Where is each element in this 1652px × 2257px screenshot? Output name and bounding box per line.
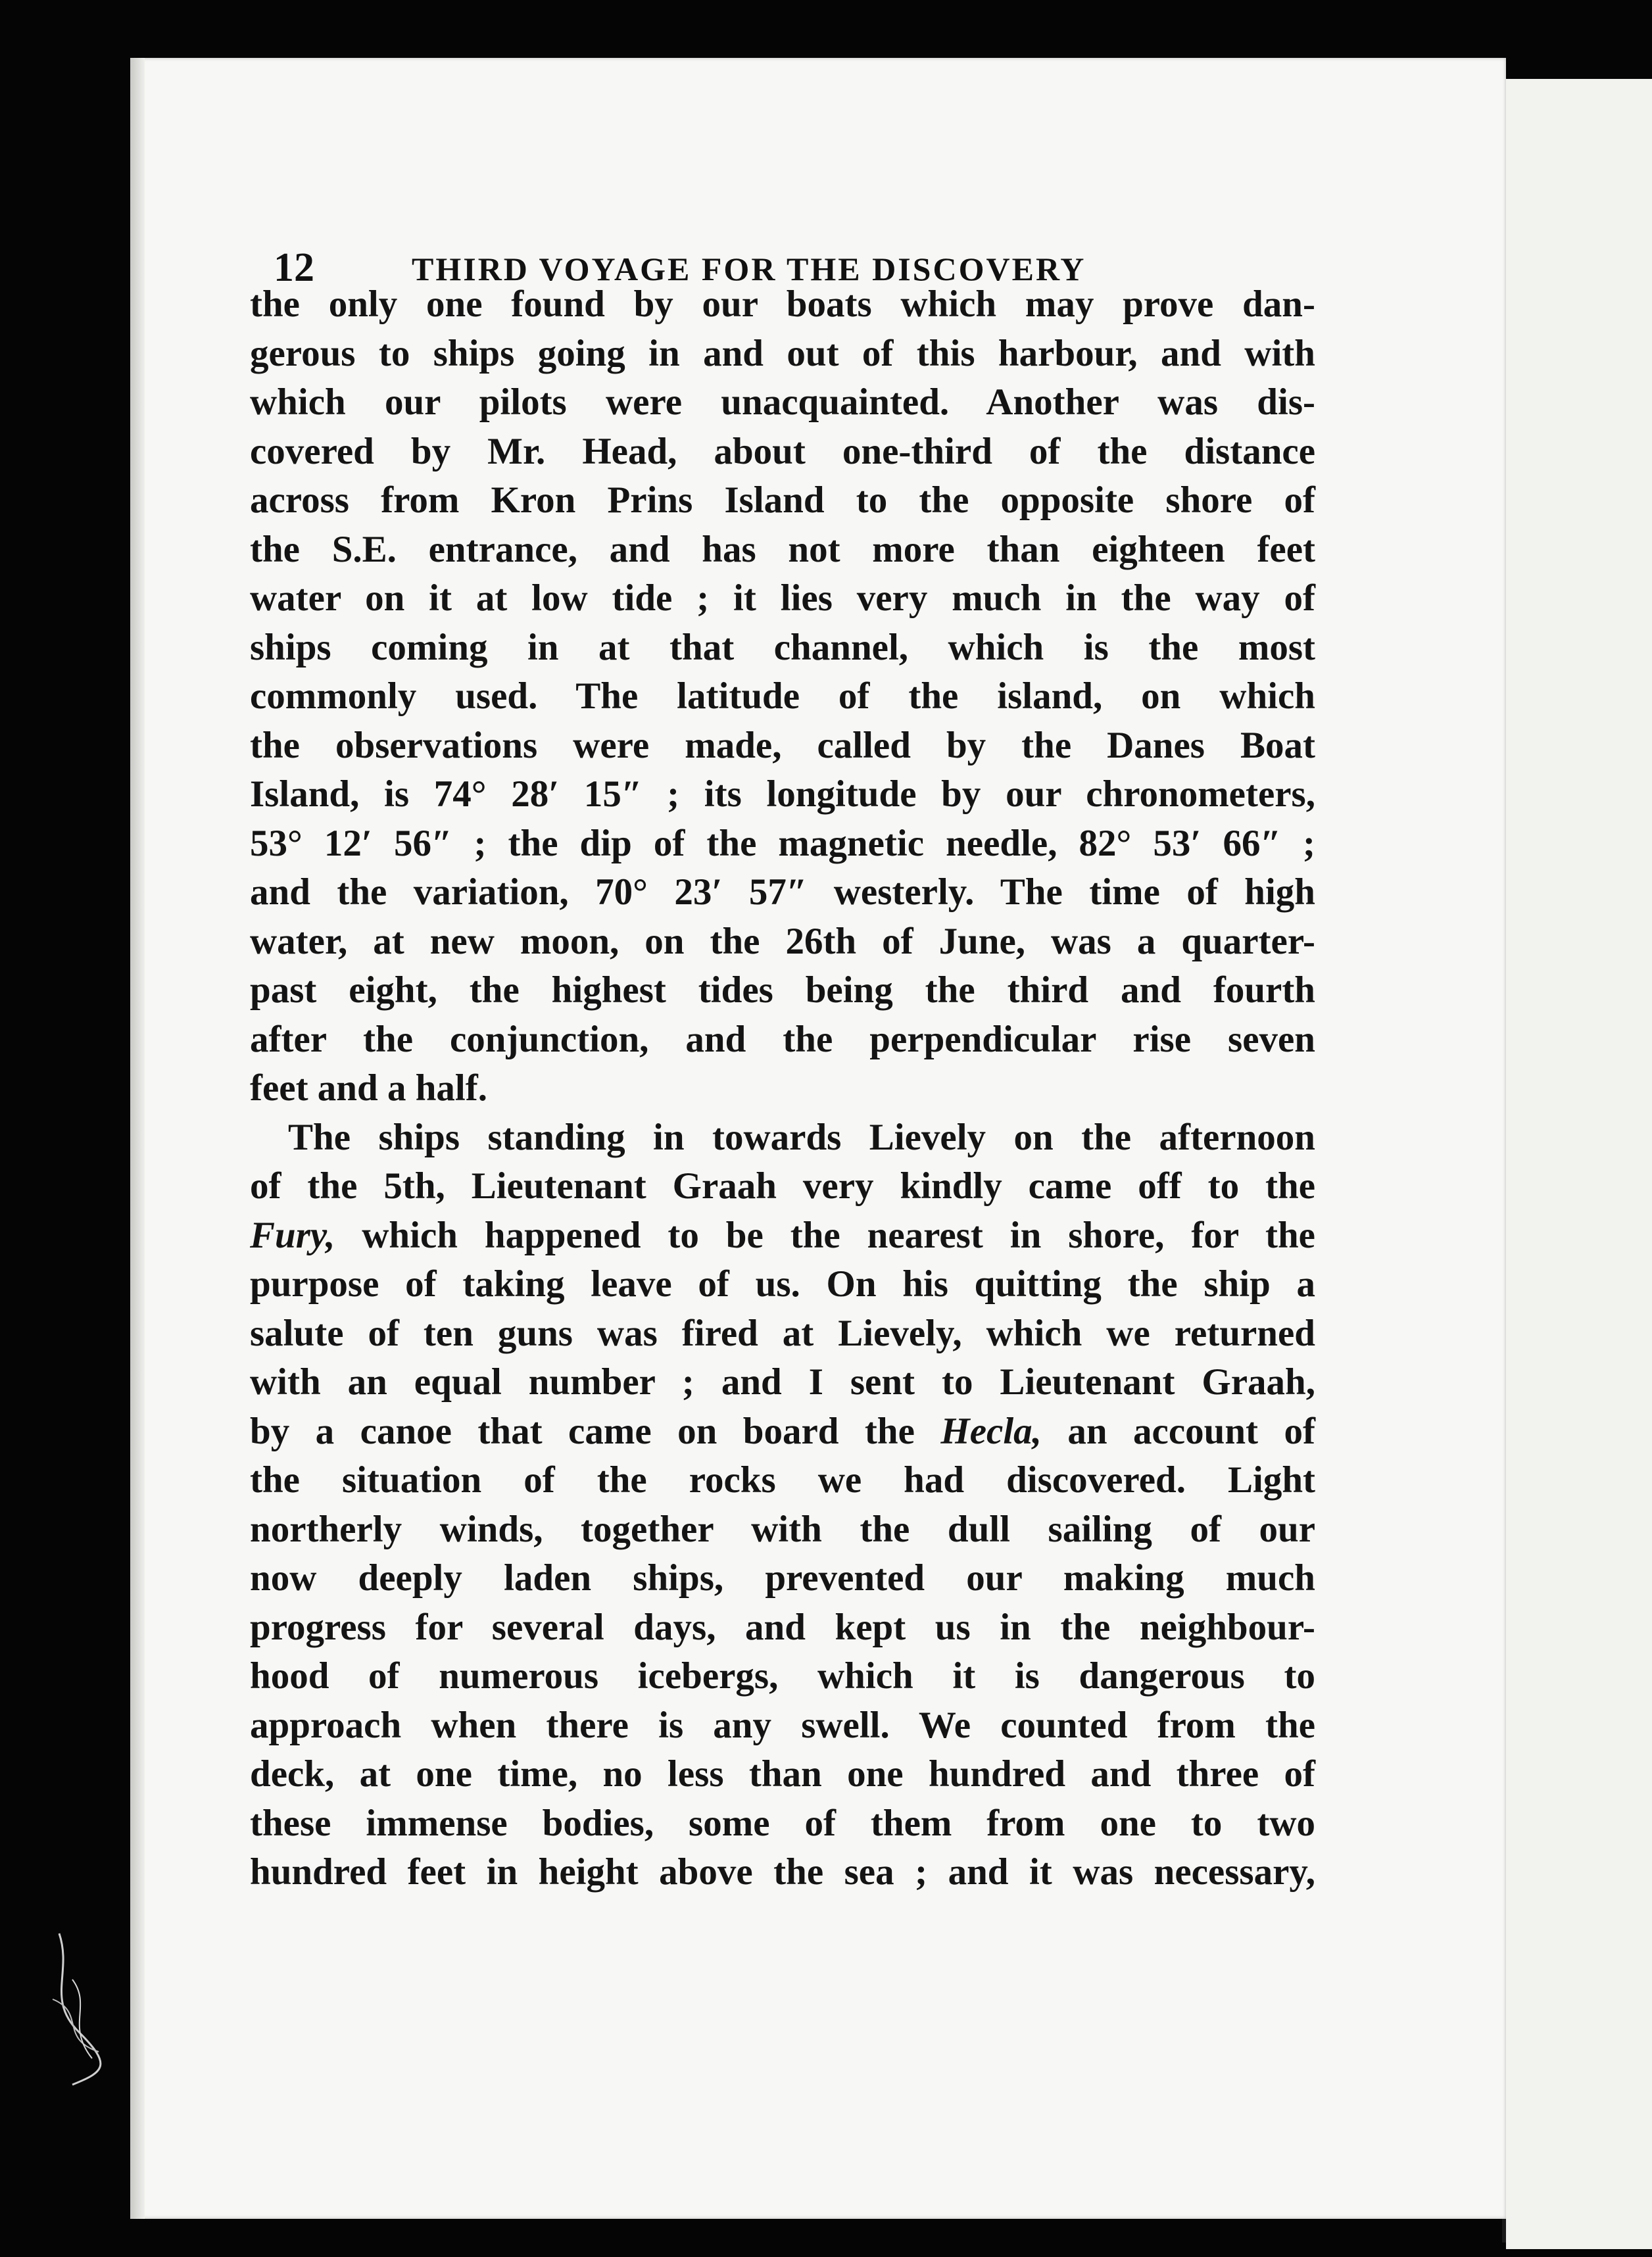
text-line: the only one found by our boats which may prove dan-: [250, 283, 1315, 325]
text-line: hundred feet in height above the sea ; and it was necessary,: [250, 1851, 1315, 1893]
page-gutter-shadow: [130, 58, 145, 2219]
text-line: water, at new moon, on the 26th of June, was a quarter-: [250, 920, 1315, 962]
text-line: which our pilots were unacquainted. Another was dis-: [250, 381, 1315, 423]
text-line: now deeply laden ships, prevented our making much: [250, 1557, 1315, 1599]
text-line: covered by Mr. Head, about one-third of the distance: [250, 430, 1315, 472]
text-fragment: an account of: [1041, 1410, 1315, 1452]
text-line: [250, 1407, 1315, 1457]
text-line: salute of ten guns was fired at Lievely, which we returned: [250, 1312, 1315, 1354]
text-line: approach when there is any swell. We counted from the: [250, 1704, 1315, 1746]
text-line: Island, is 74° 28′ 15″ ; its longitude by our chronometers,: [250, 773, 1315, 815]
binding-thread-icon: [33, 1920, 132, 2091]
text-line: commonly used. The latitude of the island, on which: [250, 675, 1315, 717]
text-line: water on it at low tide ; it lies very much in the way of: [250, 577, 1315, 619]
text-line: gerous to ships going in and out of this harbour, and with: [250, 332, 1315, 374]
text-fragment: which happened to be the nearest in shore, for the: [335, 1214, 1315, 1256]
text-line: with an equal number ; and I sent to Lieutenant Graah,: [250, 1361, 1315, 1403]
text-line: after the conjunction, and the perpendicular rise seven: [250, 1018, 1315, 1060]
text-line: [250, 1211, 1315, 1261]
text-line: across from Kron Prins Island to the opposite shore of: [250, 479, 1315, 521]
text-line: northerly winds, together with the dull sailing of our: [250, 1508, 1315, 1550]
ship-name-fury: Fury,: [250, 1214, 335, 1256]
ship-name-hecla: Hecla,: [940, 1410, 1042, 1452]
text-line: deck, at one time, no less than one hundred and three of: [250, 1753, 1315, 1795]
text-line: progress for several days, and kept us in the neighbour-: [250, 1606, 1315, 1648]
text-fragment: by a canoe that came on board the: [250, 1410, 941, 1452]
text-line: the situation of the rocks we had discovered. Light: [250, 1459, 1315, 1501]
running-title: THIRD VOYAGE FOR THE DISCOVERY: [412, 251, 1086, 287]
text-line: the S.E. entrance, and has not more than eighteen feet: [250, 528, 1315, 570]
text-line: hood of numerous icebergs, which it is dangerous to: [250, 1655, 1315, 1697]
paragraph-start-line: The ships standing in towards Lievely on the afternoon: [288, 1116, 1315, 1158]
text-line: of the 5th, Lieutenant Graah very kindly came off to the: [250, 1165, 1315, 1207]
text-line: feet and a half.: [250, 1067, 487, 1109]
text-line: the observations were made, called by the Danes Boat: [250, 724, 1315, 766]
text-line: 53° 12′ 56″ ; the dip of the magnetic needle, 82° 53′ 66″ ;: [250, 822, 1315, 864]
body-text: [250, 280, 1315, 1897]
text-line: past eight, the highest tides being the third and fourth: [250, 969, 1315, 1011]
book-page: [130, 58, 1506, 2219]
text-line: these immense bodies, some of them from one to two: [250, 1802, 1315, 1844]
facing-page-edge: [1506, 79, 1652, 2249]
text-line: ships coming in at that channel, which is the most: [250, 626, 1315, 668]
text-line: purpose of taking leave of us. On his quitting the ship a: [250, 1263, 1315, 1305]
running-head: [130, 187, 1506, 290]
page-number: 12: [274, 245, 314, 290]
text-line: and the variation, 70° 23′ 57″ westerly. The time of high: [250, 871, 1315, 913]
